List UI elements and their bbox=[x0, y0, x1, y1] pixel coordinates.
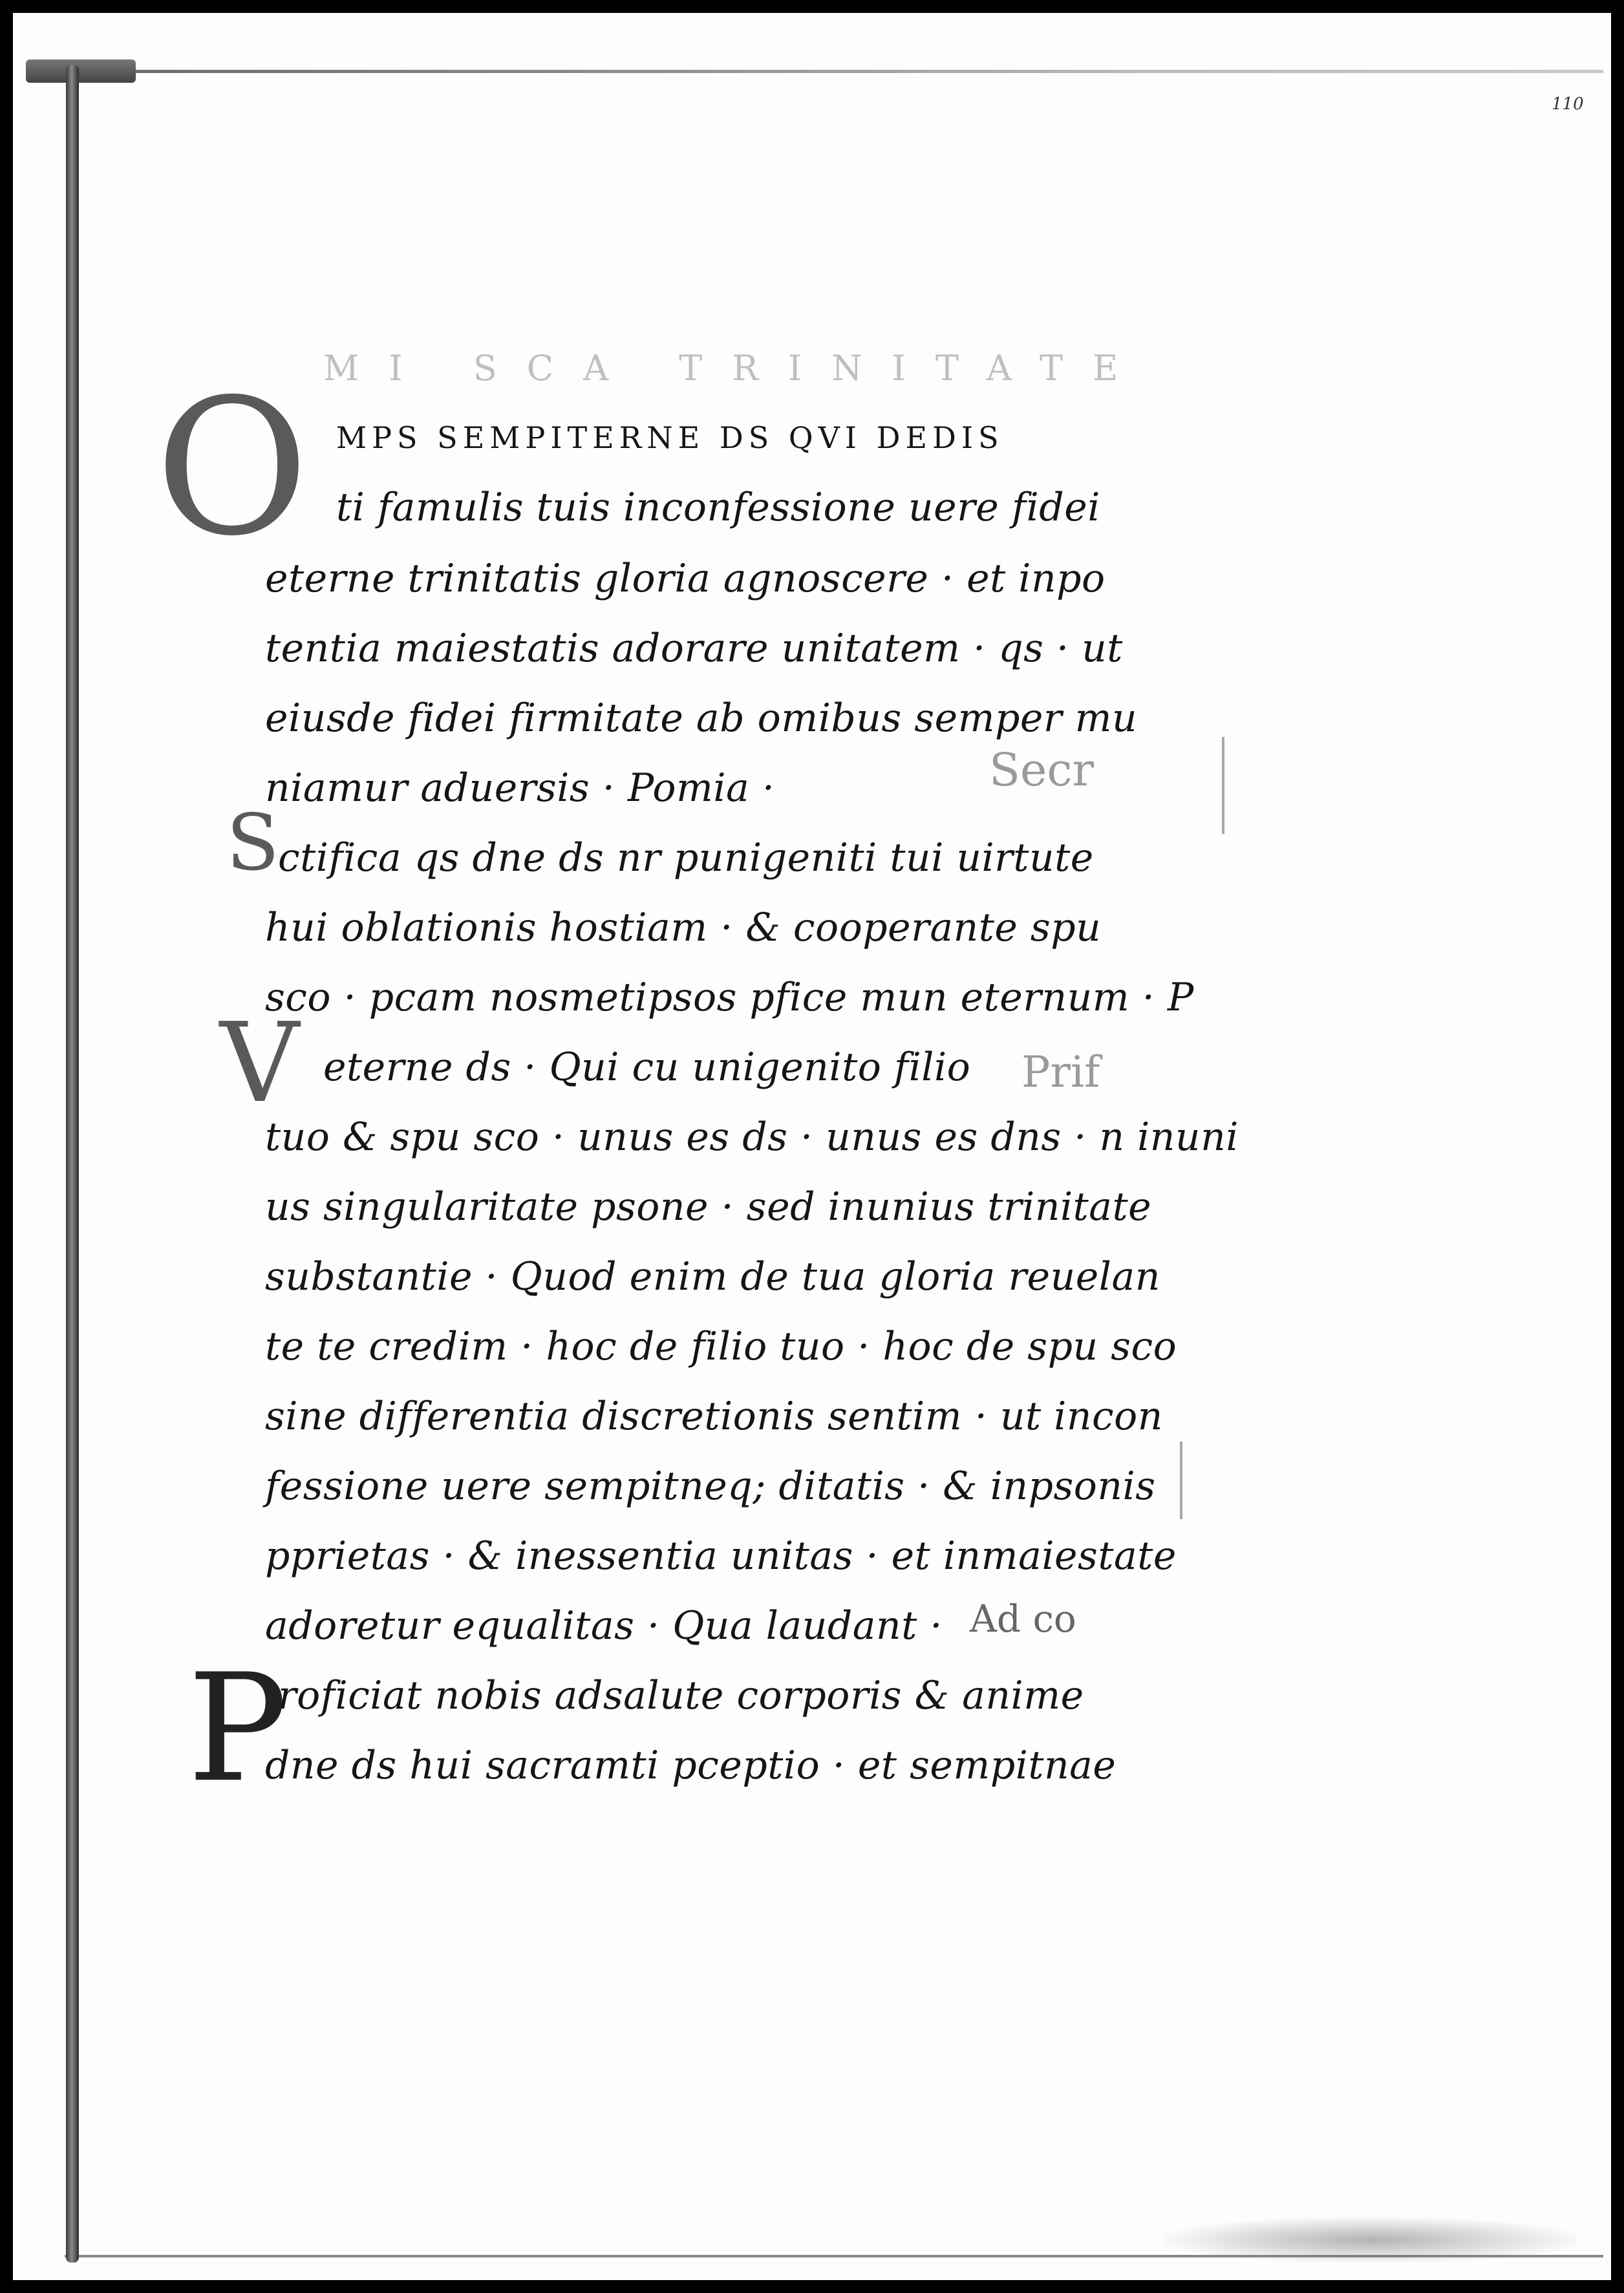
text-line: fessione uere sempitneq; ditatis · & inpsonis bbox=[265, 1464, 1156, 1509]
text-line: substantie · Quod enim de tua gloria reuelan bbox=[265, 1254, 1160, 1299]
text-line: niamur aduersis · Pomia · bbox=[265, 765, 775, 811]
initial-p: P bbox=[187, 1643, 288, 1815]
margin-mark bbox=[1180, 1442, 1182, 1519]
margin-cue-praefatio: Prif bbox=[1021, 1047, 1100, 1097]
text-line: tuo & spu sco · unus es ds · unus es dns · n inuni bbox=[265, 1115, 1239, 1160]
text-line: eterne ds · Qui cu unigenito filio bbox=[323, 1045, 971, 1090]
text-line: hui oblationis hostiam · & cooperante spu bbox=[265, 905, 1102, 950]
rubric-heading: MI SCA TRINITATE bbox=[323, 348, 1148, 389]
text-line: eiusde fidei firmitate ab omibus semper mu bbox=[265, 696, 1138, 741]
margin-cue-secreta: Secr bbox=[989, 743, 1095, 796]
text-line: us singularitate psone · sed inunius trinitate bbox=[265, 1184, 1152, 1230]
text-line: ctifica qs dne ds nr punigeniti tui uirtute bbox=[278, 835, 1094, 880]
text-line: te te credim · hoc de filio tuo · hoc de spu sco bbox=[265, 1324, 1177, 1369]
binding-gutter bbox=[66, 65, 79, 2263]
text-line: tentia maiestatis adorare unitatem · qs · ut bbox=[265, 626, 1123, 671]
binding-cap bbox=[26, 59, 136, 83]
text-line: roficiat nobis adsalute corporis & anime bbox=[278, 1673, 1084, 1718]
text-line: eterne trinitatis gloria agnoscere · et inpo bbox=[265, 556, 1106, 601]
text-line: ti famulis tuis inconfessione uere fidei bbox=[336, 485, 1100, 530]
text-line: sine differentia discretionis sentim · ut incon bbox=[265, 1394, 1163, 1439]
folio-number: 110 bbox=[1552, 94, 1584, 114]
text-line: pprietas · & inessentia unitas · et inmaiestate bbox=[265, 1533, 1177, 1579]
initial-s: S bbox=[226, 798, 280, 888]
page-top-edge bbox=[65, 70, 1603, 73]
text-line: adoretur equalitas · Qua laudant · bbox=[265, 1603, 943, 1648]
margin-mark bbox=[1222, 737, 1224, 834]
margin-cue-ad-complendum: Ad co bbox=[970, 1597, 1076, 1641]
initial-v: V bbox=[220, 999, 299, 1127]
text-line: sco · pcam nosmetipsos pfice mun eternum · P bbox=[265, 975, 1194, 1020]
page-smudge bbox=[1164, 2217, 1577, 2263]
manuscript-page bbox=[13, 13, 1611, 2280]
text-line: dne ds hui sacramti pceptio · et sempitnae bbox=[265, 1743, 1116, 1788]
initial-o: O bbox=[155, 359, 309, 577]
text-line: MPS SEMPITERNE DS QVI DEDIS bbox=[336, 420, 1004, 455]
